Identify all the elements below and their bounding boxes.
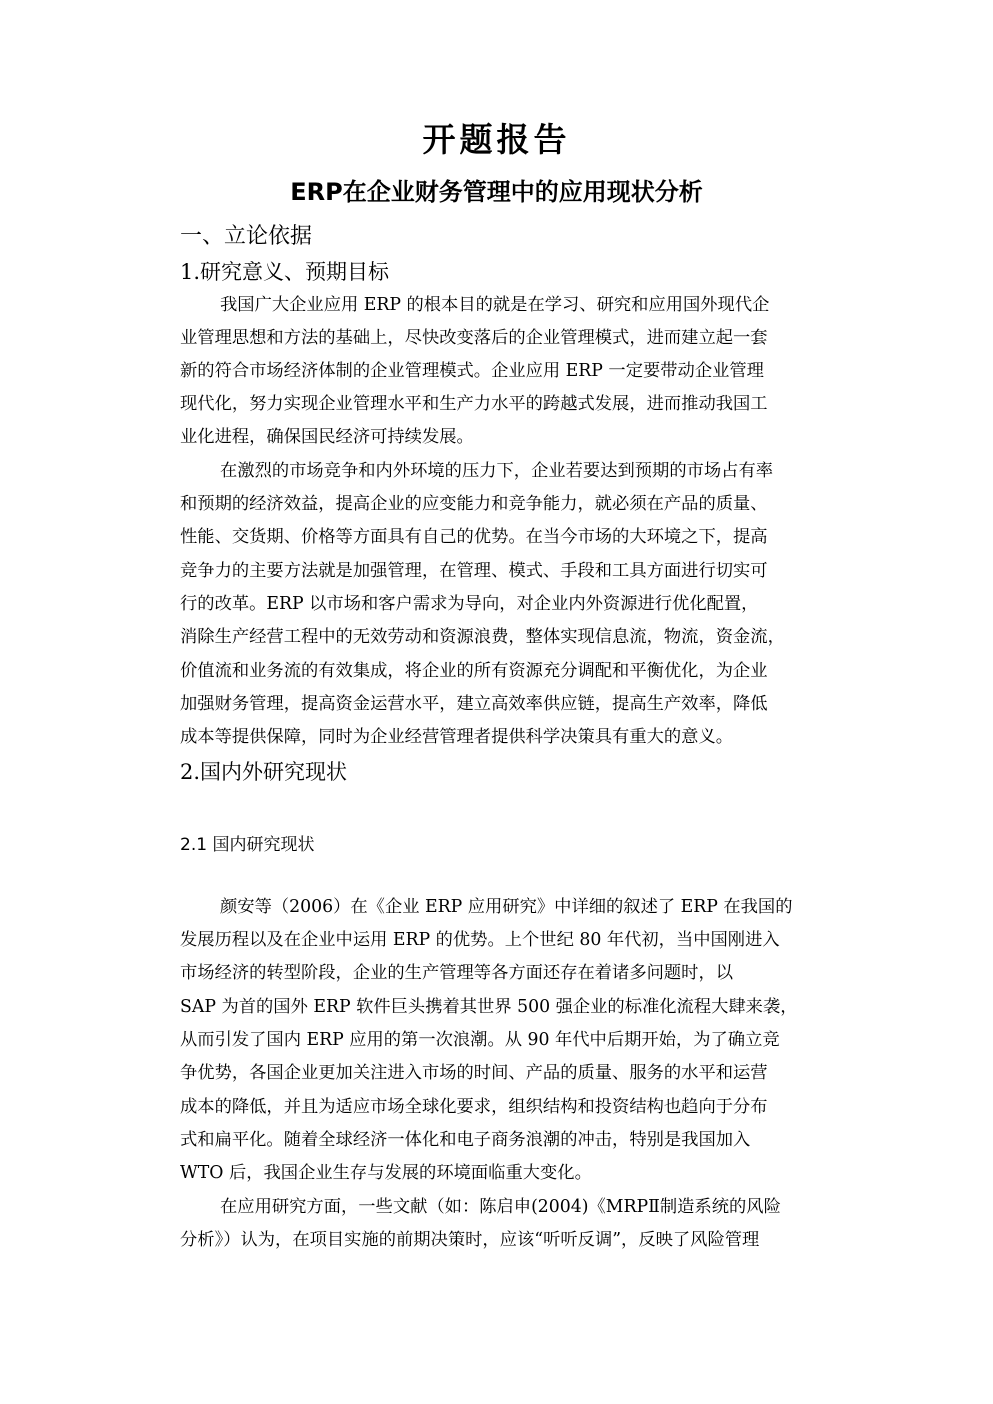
page-title: 开题报告	[422, 120, 571, 159]
paragraph-line: 市场经济的转型阶段，企业的生产管理等各方面还存在着诸多问题时，以	[180, 963, 734, 983]
paragraph-line: 性能、交货期、价格等方面具有自己的优势。在当今市场的大环境之下，提高	[180, 527, 768, 547]
paragraph-line: WTO 后，我国企业生存与发展的环境面临重大变化。	[180, 1163, 592, 1183]
paragraph-line: 在激烈的市场竞争和内外环境的压力下，企业若要达到预期的市场占有率	[220, 461, 774, 481]
section-heading-basis: 一、立论依据	[180, 224, 313, 249]
subsection-heading-research-status: 2.国内外研究现状	[180, 760, 348, 784]
paragraph-line: 争优势，各国企业更加关注进入市场的时间、产品的质量、服务的水平和运营	[180, 1063, 768, 1083]
report-subtitle: ERP在企业财务管理中的应用现状分析	[290, 178, 703, 206]
paragraph-line: 发展历程以及在企业中运用 ERP 的优势。上个世纪 80 年代初，当中国刚进入	[180, 930, 780, 950]
paragraph-line: 我国广大企业应用 ERP 的根本目的就是在学习、研究和应用国外现代企	[220, 295, 770, 315]
paragraph-line: 成本等提供保障，同时为企业经营管理者提供科学决策具有重大的意义。	[180, 727, 734, 747]
paragraph-line: 现代化，努力实现企业管理水平和生产力水平的跨越式发展，进而推动我国工	[180, 394, 768, 414]
subsection-heading-significance: 1.研究意义、预期目标	[180, 260, 390, 284]
paragraph-line: 行的改革。ERP 以市场和客户需求为导向，对企业内外资源进行优化配置，	[180, 594, 759, 614]
paragraph-line: 竞争力的主要方法就是加强管理，在管理、模式、手段和工具方面进行切实可	[180, 561, 768, 581]
subsection-heading-domestic: 2.1 国内研究现状	[180, 835, 315, 855]
paragraph-line: 分析》）认为，在项目实施的前期决策时，应该“听听反调”，反映了风险管理	[180, 1230, 760, 1250]
paragraph-line: 业化进程，确保国民经济可持续发展。	[180, 427, 474, 447]
paragraph-line: 新的符合市场经济体制的企业管理模式。企业应用 ERP 一定要带动企业管理	[180, 361, 764, 381]
paragraph-line: 消除生产经营工程中的无效劳动和资源浪费，整体实现信息流，物流，资金流，	[180, 627, 785, 647]
paragraph-line: 和预期的经济效益，提高企业的应变能力和竞争能力，就必须在产品的质量、	[180, 494, 768, 514]
paragraph-line: 式和扁平化。随着全球经济一体化和电子商务浪潮的冲击，特别是我国加入	[180, 1130, 751, 1150]
paragraph-line: 成本的降低，并且为适应市场全球化要求，组织结构和投资结构也趋向于分布	[180, 1097, 768, 1117]
paragraph-line: 价值流和业务流的有效集成，将企业的所有资源充分调配和平衡优化，为企业	[180, 661, 768, 681]
paragraph-line: 颜安等（2006）在《企业 ERP 应用研究》中详细的叙述了 ERP 在我国的	[220, 897, 793, 917]
paragraph-line: 加强财务管理，提高资金运营水平，建立高效率供应链，提高生产效率，降低	[180, 694, 768, 714]
paragraph-line: 从而引发了国内 ERP 应用的第一次浪潮。从 90 年代中后期开始，为了确立竞	[180, 1030, 780, 1050]
paragraph-line: SAP 为首的国外 ERP 软件巨头携着其世界 500 强企业的标准化流程大肆来袭，	[180, 997, 798, 1017]
paragraph-line: 业管理思想和方法的基础上，尽快改变落后的企业管理模式，进而建立起一套	[180, 328, 768, 348]
paragraph-line: 在应用研究方面，一些文献（如：陈启申(2004)《MRPⅡ制造系统的风险	[220, 1197, 781, 1217]
